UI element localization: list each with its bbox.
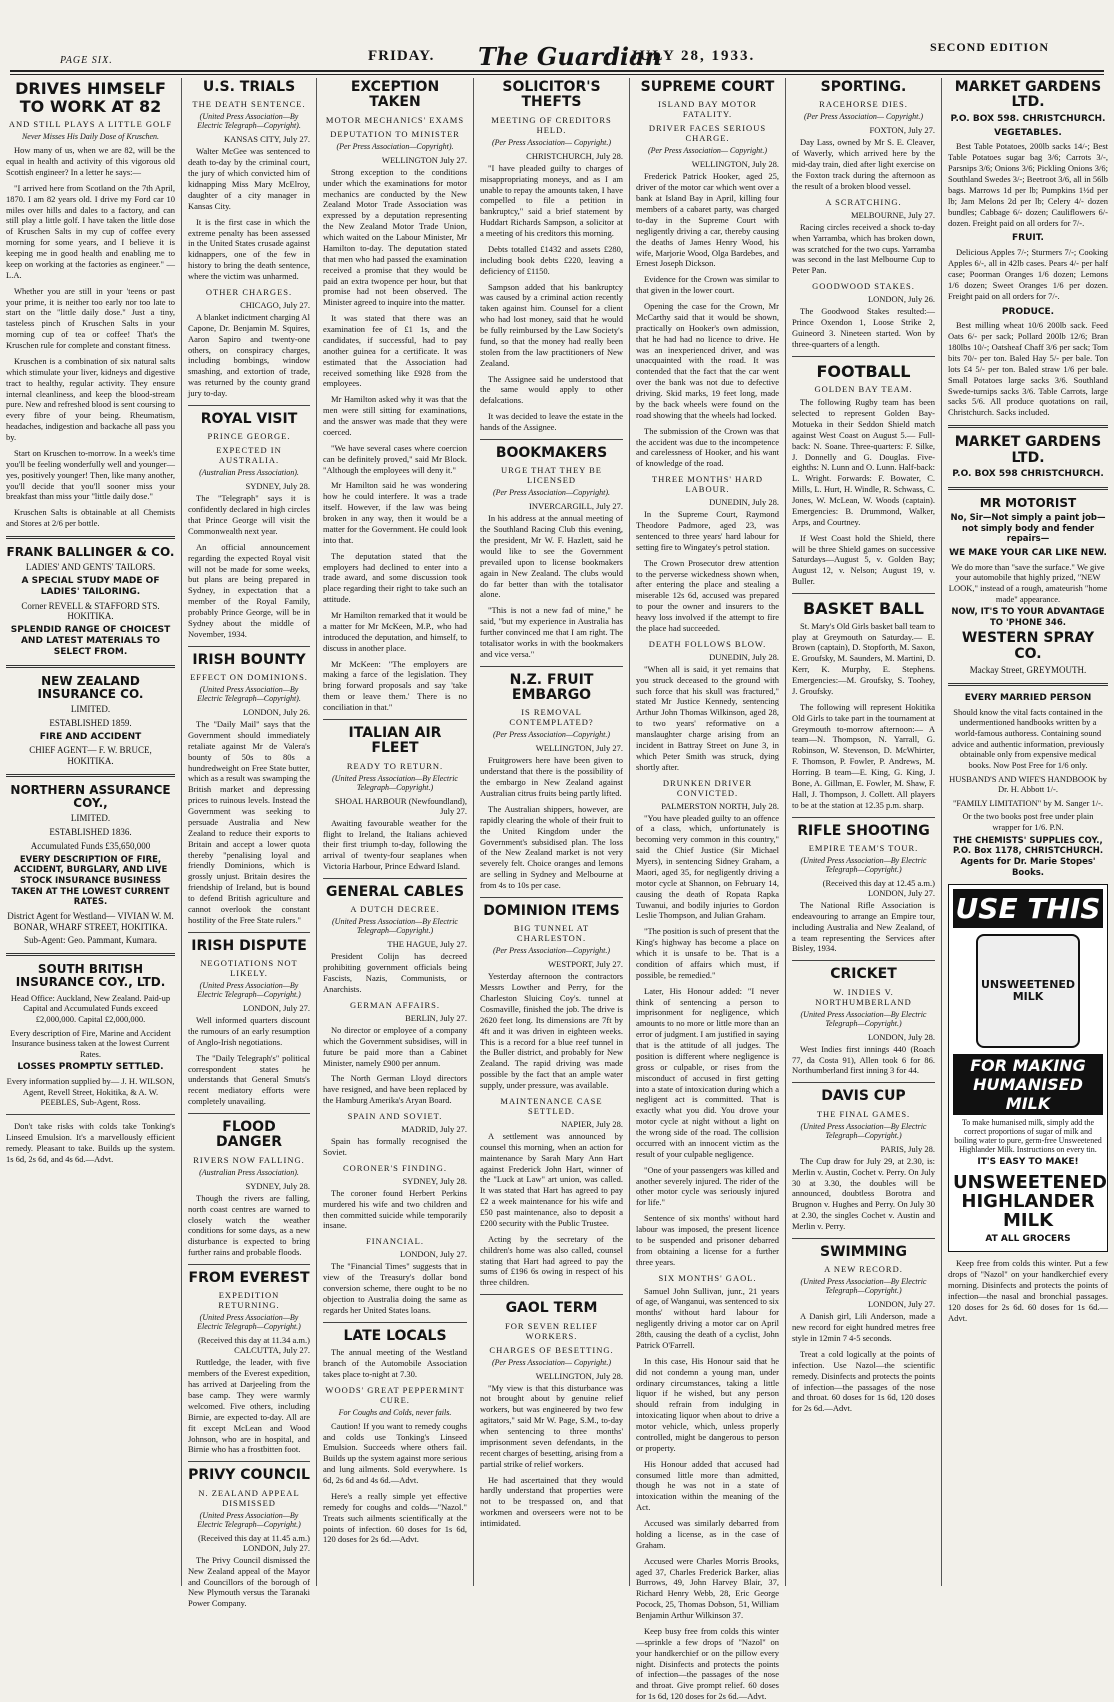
credit-line: (Australian Press Association). (199, 468, 299, 478)
dateline: CHICAGO, July 27. (240, 299, 310, 310)
article-paragraph: Fruitgrowers here have been given to understand that there is the possibility of the embargo in New Zealand against Australian citrus fruits being partly lifted. (480, 755, 623, 799)
divider (6, 536, 175, 539)
credit-line: (Per Press Association—Copyright.) (492, 730, 611, 740)
headline: DAVIS CUP (821, 1088, 906, 1105)
dateline: (Received this day at 11.34 a.m.) CALCUTTA, July 27. (197, 1335, 310, 1356)
article-paragraph: Mr McKeen: "The employers are making a farce of the legislation. They bring forward proposals and say 'take them or leave them.' There is no conciliation in that." (323, 658, 467, 713)
dateline: WELLINGTON July 27. (381, 154, 467, 165)
advert-paragraph: Here's a really simple yet effective remedy for coughs and colds—"Nazol." Treats such ailments scientifically at the points of infection. 60 doses for 1s 6d, 120 doses for 2s 6d.—Advt. (323, 1490, 467, 1545)
article-paragraph: Sampson added that his bankruptcy was caused by a criminal action recently taken against him. Counsel for a client who had lost money, said that he would be fully reimbursed by the Law Society's fund, so that the money had really been stolen from the law practitioners of New Zealand. (480, 281, 623, 368)
subheading: BIG TUNNEL AT CHARLESTON. (513, 923, 590, 944)
article-paragraph: The annual meeting of the Westland branch of the Automobile Association takes place to-night at 7.30. (323, 1347, 467, 1379)
subheading: THREE MONTHS' HARD LABOUR. (651, 474, 764, 495)
ad-subheading: FRUIT. (1012, 233, 1044, 244)
article-paragraph: It was decided to leave the estate in the hands of the Assignee. (480, 411, 623, 433)
article-paragraph: "We have several cases where coercion can be definitely proved," said Mr Block. "Although the employees will deny it." (323, 442, 467, 475)
ad-text: P.O. BOX 598 CHRISTCHURCH. (952, 469, 1104, 479)
divider (188, 932, 310, 933)
dateline: LONDON, July 26. (867, 294, 935, 305)
ad-title: NORTHERN ASSURANCE COY., (10, 782, 171, 811)
ad-text: P.O. BOX 598. CHRISTCHURCH. (950, 113, 1106, 124)
subheading: URGE THAT THEY BE LICENSED (501, 465, 602, 486)
article-paragraph: Kruschen Salts is obtainable at all Chemists and Stores at 2/6 per bottle. (6, 507, 175, 529)
ad-text: Or the two books post free under plain wrapper for 1/6. P.N. (962, 811, 1094, 833)
divider (792, 593, 935, 594)
article-paragraph: "I arrived here from Scotland on the 7th April, 1870. I am 82 years old. I drive my Ford car 10 miles over hills and dales to a factory, and can still play a little golf. I have taken the little dose of Kruschen Salts in my cup of coffee every morning for some years, and I believe it is keeping me in good health and enabling me to keep on working at the factories as engineer." —L.A. (6, 182, 175, 280)
column-6 (785, 78, 941, 1586)
subheading: For Coughs and Colds, never fails. (338, 1407, 452, 1417)
subheading: EXPECTED IN AUSTRALIA. (216, 445, 282, 466)
headline: GAOL TERM (505, 1300, 598, 1317)
article-paragraph: Racing circles received a shock to-day when Yarramba, which has broken down, was scratched for the two cups. Yarramba was second in the last Melbourne Cup to Peter Pan. (792, 221, 935, 276)
article-paragraph: Frederick Patrick Hooker, aged 25, driver of the motor car which went over a bank at Island Bay in April, killing four members of a cabaret party, was charged to-day in the Supreme Court with negligently driving a car, thereby causing the deaths of James Henry Wood, his wife, Marjorie Wood, Olga Bardebes, and Ernest Joseph Dickson. (636, 171, 779, 269)
article-paragraph: The Assignee said he understood that the same would apply to other defalcations. (480, 373, 623, 406)
subheading: WOODS' GREAT PEPPERMINT CURE. (325, 1384, 465, 1405)
subheading: SIX MONTHS' GAOL. (658, 1272, 757, 1283)
ad-text: Every information supplied by— J. H. WILSON, Agent, Revell Street, Hokitika, & A. W. PEEBLES, Sub-Agent, Ross. (6, 1076, 175, 1108)
dateline: INVERCARGILL, July 27. (529, 501, 623, 512)
ad-text: Sub-Agent: Geo. Pammant, Kumara. (24, 935, 157, 946)
subheading: CHARGES OF BESETTING. (489, 1344, 614, 1355)
ad-text: LIMITED. (70, 813, 111, 824)
ad-text: FIRE AND ACCIDENT (39, 731, 142, 742)
headline: DRIVES HIMSELF TO WORK AT 82 (15, 79, 166, 116)
article-paragraph: Spain has formally recognised the Soviet. (323, 1136, 467, 1157)
article-paragraph: In his address at the annual meeting of the Southland Racing Club this evening, the president, Mr W. F. Hazlett, said he would like to see the Government prevailed upon to license bookmakers again in New Zealand. The clubs would do far better than with the totalisator alone. (480, 513, 623, 600)
subheading: THE FINAL GAMES. (816, 1108, 911, 1119)
credit-line: (Per Press Association—Copyright). (336, 141, 454, 151)
article-paragraph: Sentence of six months' without hard labour was imposed, the present licence to be suspended and prisoner debarred from obtaining a license for a further three years. (636, 1213, 779, 1267)
subheading: OTHER CHARGES. (205, 286, 293, 297)
divider (188, 405, 310, 406)
advert-paragraph: Keep free from colds this winter. Put a few drops of "Nazol" on your handkerchief every morning. Disinfects and protects the points of infection—the nasal and bronchial passages. 120 doses for 2s 6d. 60 doses for 1s 6d.—Advt. (948, 1258, 1108, 1323)
article-paragraph: The National Rifle Association is endeavouring to arrange an Empire tour, including Australia and New Zealand, of a team representing the Services after Bisley, 1934. (792, 899, 935, 954)
article-paragraph: Mr Hamilton asked why it was that the men were still sitting for examinations, and the answer was made that they were coerced. (323, 394, 467, 437)
ad-text: EVERY DESCRIPTION OF FIRE, ACCIDENT, BURGLARY, AND LIVE STOCK INSURANCE BUSINESS TAKEN AT THE LOWEST CURRENT RATES. (11, 854, 170, 908)
credit-line: (Per Press Association— Copyright.) (491, 137, 612, 147)
article-paragraph: How many of us, when we are 82, will be the equal in health and activity of this vigorous old Scottish engineer? In a letter he says:— (6, 145, 175, 177)
dateline: SYDNEY, July 28. (402, 1175, 467, 1186)
subheading: N. ZEALAND APPEAL DISMISSED (198, 1487, 300, 1508)
milk-ad-text: To make humanised milk, simply add the correct proportions of sugar of milk and boiling water to pure, germ-free Unsweetened Highlander Milk. Instructions on every tin. (954, 1118, 1102, 1155)
article-paragraph: He had ascertained that they would hardly understand that properties were not to be trespassed on, and that workmen and overseers were not to be intimidated. (480, 1474, 623, 1529)
credit-line: (United Press Association—By Electric Telegraph—Copyright.) (197, 1313, 301, 1332)
dateline: THE HAGUE, July 27. (387, 939, 467, 950)
article-paragraph: Accused were Charles Morris Brooks, aged 37, Charles Frederick Barker, alias Burrows, 49, John Harvey Blair, 37, Richard Henry Webb, 28, Eric George Pocock, 25, Thomas Dobson, 51, William Benjamin Arthur Wilkinson 37. (636, 1555, 779, 1621)
ad-text: Should know the vital facts contained in the undermentioned handbooks written by a world-famous authoress. Containing sound advice and authentic information, previously obtainable only from expensive medical books. Now Post Free for 1/6 only. (951, 706, 1105, 770)
headline: N.Z. FRUIT EMBARGO (509, 671, 594, 704)
subheading: FINANCIAL. (366, 1236, 424, 1247)
article-paragraph: Later, His Honour added: "I never think of sentencing a person to imprisonment for negligence, which amounts to no more or little more than an error of judgment. I am justified in saying that is the attitude of all judges. The position is different where negligence is gross or culpable, or rises from the misconduct of accused in first getting into a state of intoxication during which a negligent act is committed. That is exactly what you did. You drove your motor cycle at night without a light on the wrong side of the road. The collision occurred with an innocent victim as the result of your culpable negligence. (636, 985, 779, 1159)
ad-text: We do more than "save the surface." We give your automobile that highly prized, "NEW LOOK," instead of a rough, amateurish "home made" appearance. (948, 561, 1108, 604)
article-paragraph: The following will represent Hokitika Old Girls to take part in the tournament at Greymouth to-morrow afternoon:— A team—N. Thompson, N. Yarrall, G. Robinson, W. Stevenson, D. McWhirter, F. Thomson, P. Fowler, P. Andrews, M. Horring. B team—E. King, G. King, J. Bone, A. Gillman, E. Fowler, M. Shaw, F. Hall, J. Thompson, J. Collett. All players to be at the station at 12.35 p.m. sharp. (792, 701, 935, 810)
credit-line: (United Press Association—By Electric Telegraph—Copyright.) (800, 1121, 927, 1140)
headline: SOLICITOR'S THEFTS (502, 79, 601, 111)
article-paragraph: The "Telegraph" says it is confidently declared in high circles that Prince George will visit the Commonwealth next year. (188, 493, 310, 536)
ad-text: LOSSES PROMPTLY SETTLED. (17, 1062, 164, 1073)
milk-advertisement (948, 884, 1108, 1252)
ad-text: A SPECIAL STUDY MADE OF LADIES' TAILORING. (21, 576, 160, 597)
ad-text: Delicious Apples 7/-; Sturmers 7/-; Cooking Apples 6/-, all in 42lb cases. Pears 4/- per half case; Poorman Oranges 1/6 dozen; Lemons 1/6 dozen; Sweet Oranges 1/6 per dozen. Freight paid on all orders for 7/-. (948, 247, 1108, 301)
credit-line: (United Press Association—By Electric Telegraph—Copyright.) (800, 855, 927, 874)
dateline: LONDON, July 27. (242, 1003, 310, 1014)
milk-ad-slogan: FOR MAKING HUMANISED MILK (953, 1054, 1103, 1115)
article-paragraph: Debts totalled £1432 and assets £280, including book debts £220, leaving a deficiency of £1150. (480, 243, 623, 276)
column-2 (181, 78, 316, 1609)
headline: BOOKMAKERS (495, 444, 608, 461)
article-paragraph: "You have pleaded guilty to an offence of a class, which, unfortunately is becoming very common in this country," said the Chief Justice (Sir Michael Myers), in sentencing Sidney Graham, a Maori, aged 35, for negligently driving a motor cycle at Shannon, on February 14, causing the death of Ropata Rapka Tuwanui, and bodily injuries to Gordon Leslie Thompson, and Julian Graham. (636, 812, 779, 921)
credit-line: (United Press Association—By Electric Telegraph—Copyright.) (800, 1009, 927, 1028)
divider (323, 878, 467, 879)
article-paragraph: Mr Hamilton remarked that it would be a matter for Mr McKeen, M.P., who had introduced the deputation, and himself, to discuss in another place. (323, 610, 467, 653)
credit-line: (Per Press Association— Copyright.) (647, 146, 768, 156)
divider (948, 425, 1108, 428)
subheading: GOLDEN BAY TEAM. (814, 384, 913, 395)
subheading: GERMAN AFFAIRS. (350, 999, 440, 1010)
article-paragraph: President Colijn has decreed prohibiting government officials being Fascists, Nazis, Communists, or Anarchists. (323, 951, 467, 995)
ad-text: NOW, IT'S TO YOUR ADVANTAGE TO 'PHONE 346. (951, 607, 1105, 628)
divider (792, 817, 935, 818)
article-paragraph: "My view is that this disturbance was not brought about by genuine relief workers, but was engineered by two few agitators," said Mr W. Page, S.M., to-day when sentencing to three months' imprisonment seven defendants, in the recent charges of besetting, arising from a partial strike of relief workers. (480, 1382, 623, 1469)
masthead-rule (10, 70, 1104, 75)
dateline: LONDON, July 26. (242, 707, 310, 718)
article-paragraph: It was stated that there was an examination fee of £1 1s, and the candidates, if successful, had to pay another guinea for a certificate. It was estimated that the Association had received something like £928 from the employees. (323, 313, 467, 389)
dateline: PARIS, July 28. (880, 1143, 935, 1154)
divider (6, 665, 175, 668)
article-paragraph: The Crown Prosecutor drew attention to the perverse wickedness shown when, after entering the place and stealing a miserable 12s 6d, accused was prepared to pour the owner and insurers to the heavy loss involved if the attempt to fire the place had succeeded. (636, 557, 779, 633)
ad-text: "FAMILY LIMITATION" by M. Sanger 1/-. (952, 797, 1104, 808)
paper-name: The Guardian (478, 42, 662, 71)
article-paragraph: Samuel John Sullivan, junr., 21 years of age, of Wanganui, was sentenced to six months' without hard labour for negligently driving a motor car on April 28th, causing the death of a cyclist, John Patrick O'Farrell. (636, 1285, 779, 1350)
subheading: PRINCE GEORGE. (207, 431, 291, 442)
article-paragraph: Ruttledge, the leader, with five members of the Everest expedition, has arrived at Darjeeling from the base camp. They were warmly welcomed. Five others, including Birnie, are expected to-day. All are fit except McLean and Wood Johnson, who are in hospital, and Birnie who has a frostbitten foot. (188, 1357, 310, 1455)
article-paragraph: The "Financial Times" suggests that in view of the Treasury's dollar bond conversion scheme, there ought to be no objection to Australia doing the same as regards her United States loans. (323, 1261, 467, 1315)
headline: SUPREME COURT (640, 79, 775, 95)
ad-text: Accumulated Funds £35,650,000 (30, 840, 151, 851)
article-paragraph: "The position is such of present that the King's highway has become a place on which it is unsafe to be. That is a condition of affairs which must, if possible, be remedied." (636, 926, 779, 980)
article-paragraph: In this case, His Honour said that he did not condemn a young man, under ordinary circumstances, taking a little liquor if he wished, but any person should refrain from indulging in intoxicating liquor when about to drive a motor vehicle, which, unless properly controlled, might be dangerous to person or property. (636, 1355, 779, 1453)
dateline: NAPIER, July 28. (561, 1118, 623, 1129)
divider (188, 1461, 310, 1462)
divider (480, 1294, 623, 1295)
divider (188, 1113, 310, 1114)
subheading: GOODWOOD STAKES. (812, 281, 915, 292)
article-paragraph: St. Mary's Old Girls basket ball team to play at Greymouth on Saturday.— E. Brown (captain), D. Stopforth, M. Saxon, E. Groufsky, M. Saunders, M. Martini, D. Kerr, K. Murphy, E. Stephens. Emergencies:—M. Groufsky, S. Toohey, J. Groufsky. (792, 620, 935, 696)
milk-brand: UNSWEETENED HIGHLANDER MILK (953, 1171, 1107, 1231)
subheading: EXPEDITION RETURNING. (218, 1290, 280, 1311)
divider (792, 1238, 935, 1239)
dateline: PALMERSTON NORTH, July 28. (661, 800, 779, 811)
column-1 (0, 78, 181, 1586)
subheading: RACEHORSE DIES. (819, 99, 908, 110)
article-paragraph: The Cup draw for July 29, at 2.30, is: Merlin v. Austin, Cochet v. Perry. On July 30 at 3.30, the doubles will be announced, doubtless Borotra and Brugnon v. Hughes and Perry. On July 30 at 2.30, the singles Cochet v. Austin and Merlin v. Perry. (792, 1155, 935, 1231)
masthead-date: JULY 28, 1933. (630, 48, 756, 64)
advert-paragraph: Caution! If you want to remedy coughs and colds use Tonking's Linseed Emulsion. Succeeds where others fail. Builds up the system against more serious and lung ailments. Sold everywhere. 1s 6d, 2s 6d and 4s 6d.—Advt. (323, 1420, 467, 1486)
column-4 (473, 78, 629, 1586)
subheading: A DUTCH DECREE. (350, 904, 440, 915)
dateline: WESTPORT, July 27. (548, 959, 623, 970)
subheading: W. INDIES V. NORTHUMBERLAND (815, 986, 912, 1007)
subheading: ISLAND BAY MOTOR FATALITY. (658, 99, 757, 120)
credit-line: (Australian Press Association). (199, 1167, 299, 1177)
advert-paragraph: Treat a cold logically at the points of infection. Use Nazol—the scientific remedy. Disinfects and protects the points of infection—the passages of the nose and throat. 60 doses for 1s 6d, 120 doses for 2s 6d.—Advt. (792, 1348, 935, 1414)
dateline: SYDNEY, July 28. (245, 481, 310, 492)
article-paragraph: His Honour added that accused had consumed little more than admitted, though he was not in a state of intoxication within the meaning of the Act. (636, 1458, 779, 1513)
dateline: (Received this day at 12.45 a.m.) LONDON, July 27. (822, 877, 935, 898)
credit-line: (United Press Association—By Electric Telegraph—Copyright.) (332, 917, 458, 936)
headline: IRISH DISPUTE (191, 937, 307, 954)
dateline: WELLINGTON, July 28. (691, 159, 779, 170)
ad-text: District Agent for Westland— VIVIAN W. M. BONAR, WHARF STREET, HOKITIKA. (7, 910, 174, 932)
dateline: WELLINGTON, July 27. (535, 743, 623, 754)
article-paragraph: A blanket indictment charging Al Capone, Dr. Benjamin M. Squires, Aaron Sapiro and twenty-one others, on conspiracy charges, including bombings, window smashing, and extortion of trade, was returned by the county grand jury to-day. (188, 311, 310, 399)
headline: SWIMMING (819, 1243, 907, 1260)
headline: LATE LOCALS (343, 1327, 447, 1344)
divider (6, 774, 175, 777)
subheading: READY TO RETURN. (346, 760, 444, 771)
credit-line: (Per Press Association— Copyright.) (491, 1357, 612, 1367)
divider (480, 666, 623, 667)
ad-text: CHIEF AGENT— F. W. BRUCE, HOKITIKA. (29, 745, 152, 767)
article-paragraph: Awaiting favourable weather for the flight to Ireland, the Italians achieved their first triumph to-day, following the arrival of twenty-four seaplanes when Victoria Harbour, Prince Edward Island. (323, 817, 467, 872)
credit-line: (United Press Association—By Electric Telegraph—Copyright.) (197, 981, 301, 1000)
credit-line: (United Press Association—By Electric Telegraph—Copyright). (197, 112, 301, 131)
article-paragraph: "When all is said, it yet remains that you struck deceased to the ground with such force that his skull was fractured," stated Mr Justice Kennedy, sentencing Arthur John Thomas Wilkinson, aged 28, to two years' reformative on a manslaughter charge arising from an incident in Battray Street on June 3, in which Peter Smith was struck, dying shortly after. (636, 663, 779, 772)
dateline: KANSAS CITY, July 27. (223, 134, 310, 145)
ad-title: FRANK BALLINGER & CO. (6, 545, 175, 560)
divider (948, 487, 1108, 490)
credit-line: (Per Press Association—Copyright). (492, 488, 611, 498)
article-paragraph: The Privy Council dismissed the New Zealand appeal of the Mayor and Councillors of the borough of New Plymouth versus the Taranaki Power Company. (188, 1554, 310, 1609)
dateline: SHOAL HARBOUR (Newfoundland), July 27. (334, 795, 467, 816)
column-5 (629, 78, 785, 1702)
column-7 (941, 78, 1114, 1586)
column-3 (316, 78, 473, 1586)
article-paragraph: The Goodwood Stakes resulted:— Prince Oxendon 1, Loose Strike 2, Guineord 3. Nineteen started. Won by three-quarters of a length. (792, 306, 935, 349)
article-paragraph: If West Coast hold the Shield, there will be three Shield games on successive Saturdays—August 5, v. Golden Bay; August 12, v. Nelson; August 19, v. Buller. (792, 532, 935, 587)
article-paragraph: Though the rivers are falling, north coast centres are warned to closely watch the weather conditions for some days, as a new disturbance is expected to bring further rains and probable floods. (188, 1192, 310, 1258)
ad-text: Mackay Street, GREYMOUTH. (969, 665, 1087, 676)
ad-subheading: PRODUCE. (1001, 306, 1055, 317)
headline: BASKET BALL (803, 599, 924, 619)
headline: EXCEPTION TAKEN (350, 79, 440, 111)
dateline: LONDON, July 27. (399, 1249, 467, 1260)
headline: GENERAL CABLES (325, 884, 465, 901)
divider (6, 1114, 175, 1115)
divider (6, 953, 175, 956)
ad-text: LADIES' AND GENTS' TAILORS. (25, 562, 156, 573)
dateline: MADRID, July 27. (401, 1124, 467, 1135)
credit-line: (United Press Association—By Electric Telegraph—Copyright.) (800, 1277, 927, 1296)
article-paragraph: Kruschen is a combination of six natural salts which stimulate your liver, kidneys and digestive tract to healthy, regular activity. They ensure internal cleanliness, and keep the blood-stream pure. New and refreshed blood is sent coursing to every fibre of your being. Rheumatism, headaches, indigestion and backache all pass you by. (6, 355, 175, 443)
article-paragraph: Opening the case for the Crown, Mr McCarthy said that it would be shown, practically on Hooker's own admission, that he had had no licence to drive. He was an inexperienced driver, and was unacquainted with the road. It was contended that the fact that the car went over the bank was not due to defective driving. Skid marks, 19 feet long, made by the back wheels were found on the road showing that the wheels had locked. (636, 301, 779, 420)
ad-text: Corner REVELL & STAFFORD STS. HOKITIKA. (21, 600, 160, 622)
article-paragraph: It is the first case in which the extreme penalty has been assessed in the United States crusade against kidnappers, one of the few in history to bring the death sentence, where the victim was unharmed. (188, 216, 310, 282)
subheading: EMPIRE TEAM'S TOUR. (808, 842, 919, 853)
headline: U.S. TRIALS (202, 79, 296, 95)
article-paragraph: The Australian shippers, however, are rapidly clearing the whole of their fruit to the United Kingdom under the Government's subsidised plan. The loss of the New Zealand market is not very severely felt. Choice oranges and lemons are selling in Sydney and Melbourne at from 4s to 10s per case. (480, 803, 623, 891)
subheading: EFFECT ON DOMINIONS. (190, 672, 308, 683)
page-number: PAGE SIX. (60, 55, 113, 66)
article-paragraph: "I have pleaded guilty to charges of misappropriating moneys, and as I am unable to repay the amounts taken, I have compelled to file a petition in bankruptcy," said a brief statement by Huddart Richards Sampson, a solicitor at a meeting of his creditors this morning. (480, 162, 623, 239)
ad-text: Head Office: Auckland, New Zealand. Paid-up Capital and Accumulated Funds exceed £2,000,000. Capital £2,000,000. (10, 992, 171, 1024)
ad-title: MARKET GARDENS LTD. (954, 434, 1102, 466)
ad-text: Best milling wheat 10/6 200lb sack. Feed Oats 6/- per sack; Pollard 200lb 12/6; Bran 180lbs 10/-; Oatsheaf Chaff 3/6 per sack; Tom bits 70/- per ton. Baled Hay 5/- per bale. Ton lots £4 5/- per ton. Baled straw 1/6 per bale. Small Potatoes large sacks 3/6. Southland Swede-turnips sacks 3/6. Table Carrots, large sacks 5/6. All produce quotations on rail, Christchurch. Sacks included. (948, 320, 1108, 418)
divider (480, 439, 623, 440)
ad-text: ESTABLISHED 1859. (49, 717, 132, 728)
article-paragraph: Walter McGee was sentenced to death to-day by the criminal court, the jury of which convicted him of kidnapping Miss Mary McElroy, daughter of a city manager in Kansas City. (188, 146, 310, 211)
article-paragraph: Acting by the secretary of the children's home was also called, counsel stating that Hart had agreed to pay the sums of £196 6s owing in respect of his three children. (480, 1233, 623, 1288)
milk-tin-label: UNSWEETENED MILK (980, 977, 1076, 1004)
ad-text: ESTABLISHED 1836. (49, 827, 132, 838)
divider (792, 960, 935, 961)
article-paragraph: The "Daily Telegraph's" political correspondent states he understands that General Smuts's recent mediatory efforts were completely unavailing. (188, 1052, 310, 1107)
advert-paragraph: Don't take risks with colds take Tonking's Linseed Emulsion. It's a marvellously efficient remedy. Pleasant to take. Builds up the system. 1s 6d, 2s 6d, and 4s 6d.—Advt. (6, 1121, 175, 1164)
divider (792, 1082, 935, 1083)
article-paragraph: Start on Kruschen to-morrow. In a week's time you'll be feeling wonderfully well and younger—yes, positively younger! Then, like many another, you'll decide that you'll sooner miss your breakfast than miss your "little daily dose." (6, 447, 175, 502)
headline: DOMINION ITEMS (483, 902, 620, 919)
headline: RIFLE SHOOTING (797, 822, 930, 839)
article-paragraph: A Danish girl, Lili Anderson, made a new record for eight hundred metres free style in 12min 7 4-5 seconds. (792, 1311, 935, 1344)
subheading: DRIVER FACES SERIOUS CHARGE. (648, 123, 767, 144)
subheading: Never Misses His Daily Dose of Kruschen. (21, 132, 160, 142)
dateline: (Received this day at 11.45 a.m.) LONDON, July 27. (197, 1532, 310, 1553)
divider (323, 1322, 467, 1323)
headline: FLOOD DANGER (215, 1119, 282, 1151)
advert-paragraph: Keep busy free from colds this winter—sprinkle a few drops of "Nazol" on your handkerchief or on the pillow every night. Disinfects and protects the points of infection—the passages of the nose and throat. Give prompt relief. 60 doses for 1s 6d, 120 doses for 2s 6d.—Advt. (636, 1625, 779, 1702)
headline: SPORTING. (820, 79, 907, 95)
article-paragraph: Strong exception to the conditions under which the examinations for motor mechanics are conducted by the New Zealand Motor Trade Association was expressed by a deputation representing the New Zealand Motor Trade Union, which waited on the Labour Minister, Mr Hamilton to-day. The deputation stated that men who had passed the examination received a promise that they would be paid an extra twopence per hour, but that promise had not been observed. The Minister agreed to inquire into the matter. (323, 166, 467, 308)
ad-text: HUSBAND'S AND WIFE'S HANDBOOK by Dr. H. Abbott 1/-. (949, 773, 1107, 795)
subheading: FOR SEVEN RELIEF WORKERS. (505, 1320, 598, 1341)
article-paragraph: Evidence for the Crown was similar to that given in the lower court. (636, 274, 779, 296)
ad-text: SPLENDID RANGE OF CHOICEST AND LATEST MATERIALS TO SELECT FROM. (10, 625, 171, 657)
article-paragraph: The coroner found Herbert Perkins murdered his wife and two children and then committed suicide while temporarily insane. (323, 1187, 467, 1231)
subheading: NEGOTIATIONS NOT LIKELY. (200, 958, 298, 979)
subheading: SPAIN AND SOVIET. (347, 1111, 443, 1122)
credit-line: (United Press Association—By Electric Telegraph—Copyright.) (332, 773, 458, 792)
article-paragraph: An official announcement regarding the expected Royal visit will not be made for some weeks, but plans are being prepared in Sydney, in expectation that a member of the Royal Family, probably Prince George, will be in Sydney about the middle of November, 1934. (188, 541, 310, 639)
edition-label: SECOND EDITION (930, 40, 1050, 54)
dateline: MELBOURNE, July 27. (850, 209, 935, 220)
headline: PRIVY COUNCIL (188, 1467, 310, 1484)
divider (480, 897, 623, 898)
dateline: BERLIN, July 27. (405, 1012, 467, 1023)
ad-title: MR MOTORIST (979, 495, 1077, 510)
article-paragraph: Yesterday afternoon the contractors Messrs Lowther and Perry, for the Charleston Sluicing Coy's. tunnel at Cosmaville, finished the job. The drive is 2620 feet long. Its dimensions are 7ft by 4ft and it was driven in eighteen weeks. This is a record for a blue reef tunnel in the Buller district, and probably for New Zealand. The rapid driving was made possible by the fact that an ample water supply, under pressure, was available. (480, 971, 623, 1091)
subheading: DRUNKEN DRIVER CONVICTED. (662, 777, 753, 798)
ad-text: LIMITED. (70, 704, 111, 714)
milk-ad-text: IT'S EASY TO MAKE! (977, 1157, 1079, 1168)
subheading: CORONER'S FINDING. (342, 1162, 448, 1173)
headline: FOOTBALL (816, 361, 911, 381)
divider (792, 356, 935, 357)
subheading: DEATH FOLLOWS BLOW. (648, 638, 767, 649)
article-paragraph: Mr Hamilton said he was wondering how he could interfere. It was a trade itself. However, if the law was being broken in any way, then it would be a matter for the Government. He could look into that. (323, 480, 467, 545)
subheading: AND STILL PLAYS A LITTLE GOLF (8, 119, 173, 130)
dateline: CHRISTCHURCH, July 28. (526, 150, 623, 161)
article-paragraph: The deputation stated that the employers had declined to enter into a trade award, and some discussion took place regarding their right to take such an attitude. (323, 550, 467, 605)
article-paragraph: Accused was similarly debarred from holding a license, as in the case of Graham. (636, 1518, 779, 1550)
ad-text: No, Sir—Not simply a paint job—not simply body and fender repairs— (950, 512, 1106, 545)
ad-text: Best Table Potatoes, 200lb sacks 14/-; Best Table Potatoes sugar bag 3/6; Carrots 3/-, Parsnips 3/6; Onions 3/6; Pickling Onions 3/6; Southland Swedes 3/-; Beetroot 3/6, all in 56lb bags. Marrows 1d per lb; Pumpkins 1½d per lb; Jam Melons 2d per lb; Celery 4/- dozen bundles; Cabbage 6/- dozen; Cauliflowers 6/- dozen. Freight paid on all orders for 7/-. (948, 141, 1108, 228)
subheading: RIVERS NOW FALLING. (193, 1154, 305, 1165)
ad-title: SOUTH BRITISH INSURANCE COY., LTD. (15, 962, 166, 990)
divider (188, 1264, 310, 1265)
article-paragraph: Day Lass, owned by Mr S. E. Cleaver, of Waverly, which arrived here by the mid-day train, died after light exercise on the Foxton track during the afternoon as the result of a broken blood vessel. (792, 137, 935, 191)
subheading: DEPUTATION TO MINISTER (330, 128, 460, 139)
ad-title: MARKET GARDENS LTD. (954, 79, 1102, 111)
article-paragraph: "This is not a new fad of mine," he said, "but my experience in Australia has further convinced me that I am right. The totalisator works in with the bookmakers and vice versa." (480, 605, 623, 659)
subheading: THE DEATH SENTENCE. (192, 99, 306, 110)
milk-ad-text: AT ALL GROCERS (985, 1233, 1071, 1244)
headline: IRISH BOUNTY (192, 651, 306, 668)
divider (323, 719, 467, 720)
divider (948, 683, 1108, 686)
ad-text: WE MAKE YOUR CAR LIKE NEW. (949, 547, 1107, 558)
article-paragraph: The submission of the Crown was that the accident was due to the incompetence and carelessness of Hooker, and his want of knowledge of the road. (636, 425, 779, 469)
subheading: IS REMOVAL CONTEMPLATED? (509, 707, 594, 728)
dateline: LONDON, July 28. (867, 1031, 935, 1042)
article-paragraph: The "Daily Mail" says that the Government should immediately retaliate against Mr de Valera's bounty of 50s to 80s a hundredweight on Free State butter, which as a result was swamping the British market and depressing prices to ruinous levels. Instead the Government was seeking to persuade Australia and New Zealand to reduce their exports to Britain and accept a lower quota thereby "penalising loyal and friendly Dominions, which is grossly unjust. Britain desires the friendship of Ireland, but is bound to defend British agriculture and cannot overlook the constant hostility of the Free State rulers." (188, 719, 310, 925)
ad-title: NEW ZEALAND INSURANCE CO. (37, 673, 144, 701)
headline: ROYAL VISIT (200, 410, 298, 427)
milk-tin-icon (976, 934, 1080, 1048)
article-paragraph: Well informed quarters discount the rumours of an early resumption of Anglo-Irish negotiations. (188, 1015, 310, 1047)
ad-subheading: VEGETABLES. (994, 127, 1062, 138)
credit-line: (Per Press Association— Copyright.) (803, 112, 924, 122)
dateline: WELLINGTON, July 28. (535, 1370, 623, 1381)
headline: CRICKET (830, 966, 897, 983)
article-paragraph: "One of your passengers was killed and another severely injured. The rider of the other motor cycle was seriously injured for life." (636, 1164, 779, 1208)
dateline: DUNEDIN, July 28. (709, 651, 779, 662)
dateline: FOXTON, July 27. (869, 125, 935, 136)
headline: ITALIAN AIR FLEET (348, 724, 442, 757)
subheading: A SCRATCHING. (825, 196, 902, 207)
credit-line: (Per Press Association—Copyright.) (492, 946, 611, 956)
article-paragraph: West Indies first innings 440 (Roach 77, da Costa 91), Allen took 6 for 86. Northumberland first inning 3 for 44. (792, 1043, 935, 1076)
masthead (0, 0, 1114, 74)
article-paragraph: In the Supreme Court, Raymond Theodore Padmore, aged 23, was sentenced to three years' hard labour for setting fire to Wingatey's petrol station. (636, 509, 779, 552)
subheading: MEETING OF CREDITORS HELD. (491, 114, 612, 135)
article-paragraph: The North German Lloyd directors have resigned, and have been replaced by the Hamburg Amerika's Aryan Board. (323, 1073, 467, 1106)
dateline: SYDNEY, July 28. (245, 1180, 310, 1191)
headline: FROM EVEREST (188, 1270, 310, 1287)
article-paragraph: No director or employee of a company which the Government subsidises, will in future be paid more than a Cabinet Minister, namely £900 per annum. (323, 1024, 467, 1068)
dateline: LONDON, July 27. (867, 1299, 935, 1310)
subheading: MOTOR MECHANICS' EXAMS (325, 114, 465, 125)
ad-title: WESTERN SPRAY CO. (961, 630, 1095, 662)
ad-text: THE CHEMISTS' SUPPLIES COY., P.O. Box 1178, CHRISTCHURCH. Agents for Dr. Marie Stopes' Books. (952, 835, 1104, 878)
credit-line: (United Press Association—By Electric Telegraph—Copyright). (197, 685, 301, 704)
article-paragraph: Whether you are still in your 'teens or past your prime, it is neither too early nor too late to start on the "little daily dose." Just a tiny, tasteless pinch of Kruschen Salts in your morning cup of tea or coffee! That's the Kruschen rule for complete and constant fitness. (6, 285, 175, 351)
article-paragraph: The following Rugby team has been selected to represent Golden Bay-Motueka in their Seddon Shield match against West Coast on August 5.— Full-back: N. Soane. Three-quarters: F. Silke, J. Donnelly and G. Douglas. Five-eighths: N. Lunn and O. Lunn. Half-back: L. Wright. Forwards: F. Bowater, C. Mills, L. Hurt, H. Windle, R. Schwass, C. Jones, W. McLean, W. Woods (captain). Emergencies: B. Drummond, Walker, Arps, and Courtney. (792, 397, 935, 527)
subheading: A NEW RECORD. (824, 1264, 903, 1275)
divider (188, 646, 310, 647)
article-paragraph: A settlement was announced by counsel this morning, when an action for maintenance by Sarah Mary Ann Hart against Frederick John Hart, winner of the "Luck at Law" art union, was called. It was stated that Hart has agreed to pay £2 a week maintenance for his wife and £50 past maintenance, also to deposit a £200 security with the Public Trustee. (480, 1130, 623, 1228)
ad-text: Every description of Fire, Marine and Accident Insurance business taken at the lowest Current Rates. (10, 1027, 171, 1059)
milk-ad-banner: USE THIS (953, 889, 1103, 928)
dateline: DUNEDIN, July 28. (709, 497, 779, 508)
credit-line: (United Press Association—By Electric Telegraph—Copyright.) (197, 1510, 301, 1529)
subheading: MAINTENANCE CASE SETTLED. (500, 1095, 603, 1116)
masthead-day: FRIDAY. (368, 48, 435, 64)
ad-title: EVERY MARRIED PERSON (964, 692, 1092, 703)
